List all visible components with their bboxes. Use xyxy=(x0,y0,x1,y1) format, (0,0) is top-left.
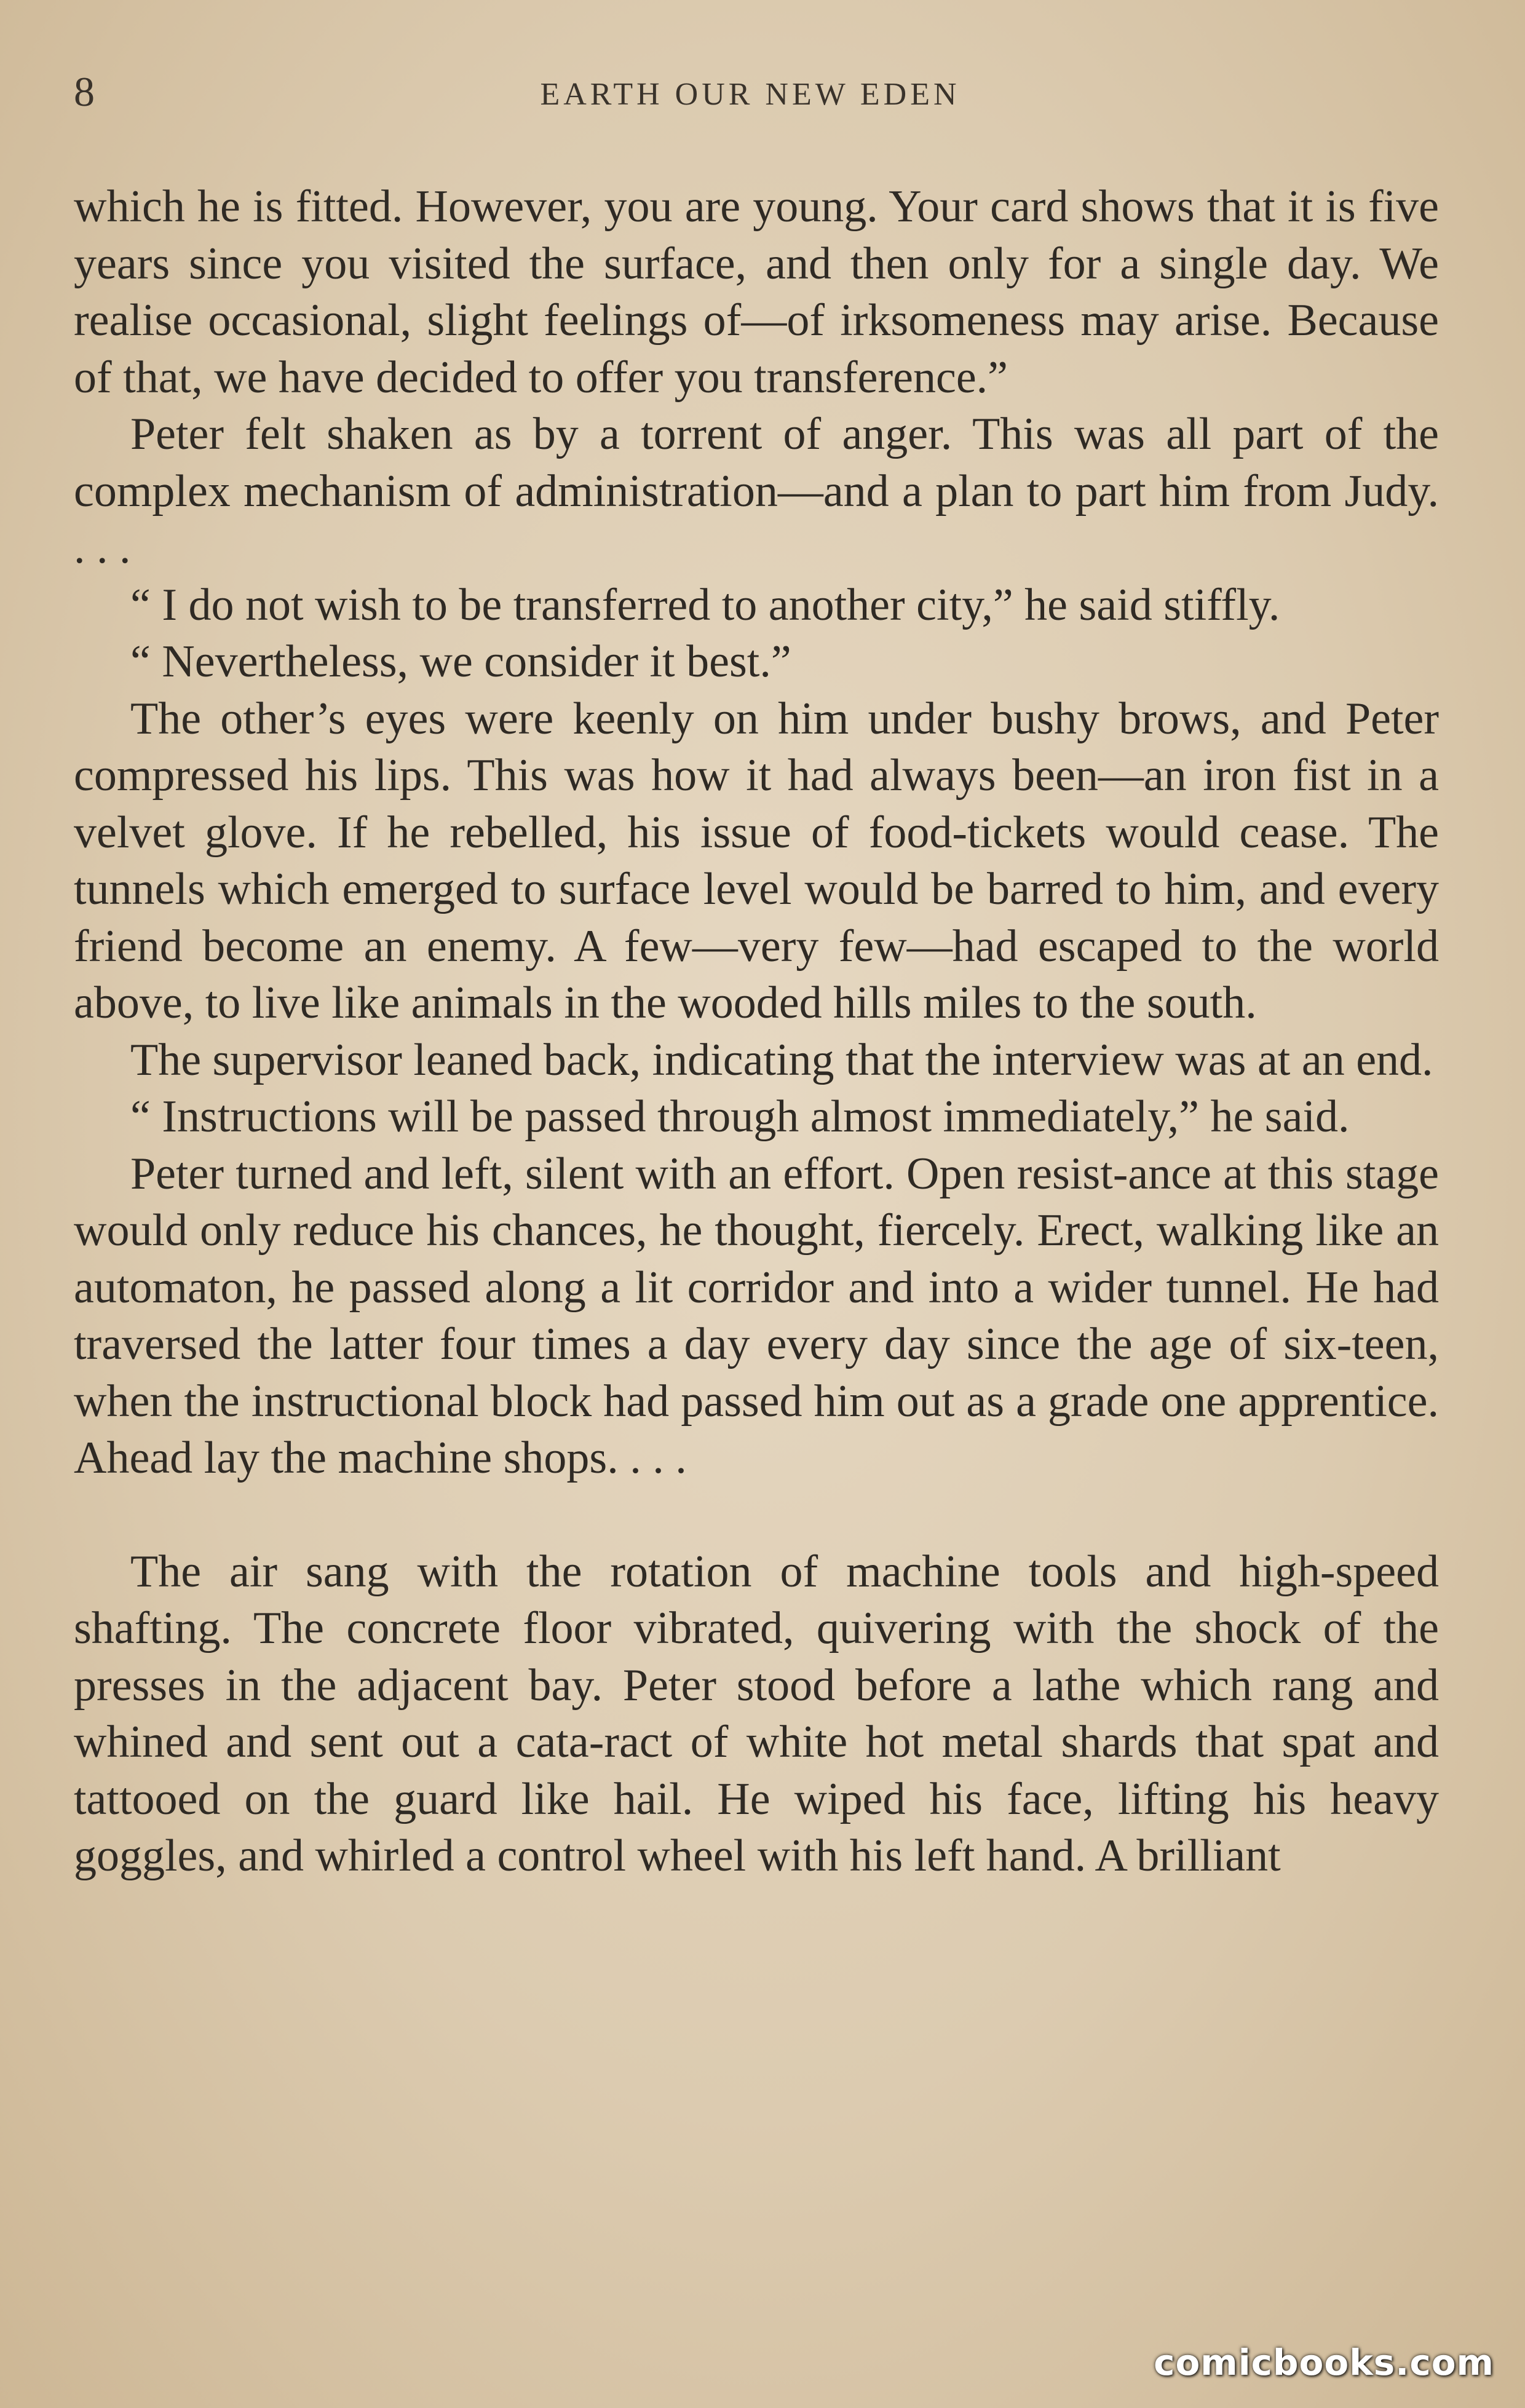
section-break xyxy=(74,1487,1439,1543)
paragraph-continuation: which he is fitted. However, you are young. Your card shows that it is five years since you visited the surface, and then only for a single day. We realise occasional, slight feelings of—of irksomeness may arise. Because of that, we have decided to offer you transference.” xyxy=(74,181,1439,403)
paragraph: “ Instructions will be passed through almost immediately,” he said. xyxy=(130,1091,1350,1142)
paragraph: The other’s eyes were keenly on him under bushy brows, and Peter compressed his lips. This was how it had always been—an iron fist in a velvet glove. If he rebelled, his issue of food-tickets would cease. The tunnels which emerged to surface level would be barred to him, and every friend become an enemy. A few—very few—had escaped to the world above, to live like animals in the wooded hills miles to the south. xyxy=(74,693,1439,1028)
running-title: EARTH OUR NEW EDEN xyxy=(540,77,961,112)
paragraph: “ I do not wish to be transferred to another city,” he said stiffly. xyxy=(130,579,1280,630)
paragraph: Peter turned and left, silent with an effort. Open resist-ance at this stage would only reduce his chances, he thought, fiercely. Erect, walking like an automaton, he passed along a lit corridor and into a wider tunnel. He had traversed the latter four times a day every day since the age of six-teen, when the instructional block had passed him out as a grade one apprentice. Ahead lay the machine shops. . . . xyxy=(74,1148,1439,1483)
paragraph: The air sang with the rotation of machine tools and high-speed shafting. The concrete floor vibrated, quivering with the shock of the presses in the adjacent bay. Peter stood before a lathe which rang and whined and sent out a cata-ract of white hot metal shards that spat and tattooed on the guard like hail. He wiped his face, lifting his heavy goggles, and whirled a control wheel with his left hand. A brilliant xyxy=(74,1546,1439,1881)
paragraph: Peter felt shaken as by a torrent of anger. This was all part of the complex mechanism of administration—and a plan to part him from Judy. . . . xyxy=(74,409,1439,573)
running-head xyxy=(74,68,1427,117)
watermark: comicbooks.com xyxy=(1154,2342,1494,2383)
paragraph: “ Nevertheless, we consider it best.” xyxy=(130,636,791,687)
page-number: 8 xyxy=(74,68,95,115)
body-text xyxy=(74,178,1439,1885)
paragraph: The supervisor leaned back, indicating that the interview was at an end. xyxy=(130,1034,1433,1085)
